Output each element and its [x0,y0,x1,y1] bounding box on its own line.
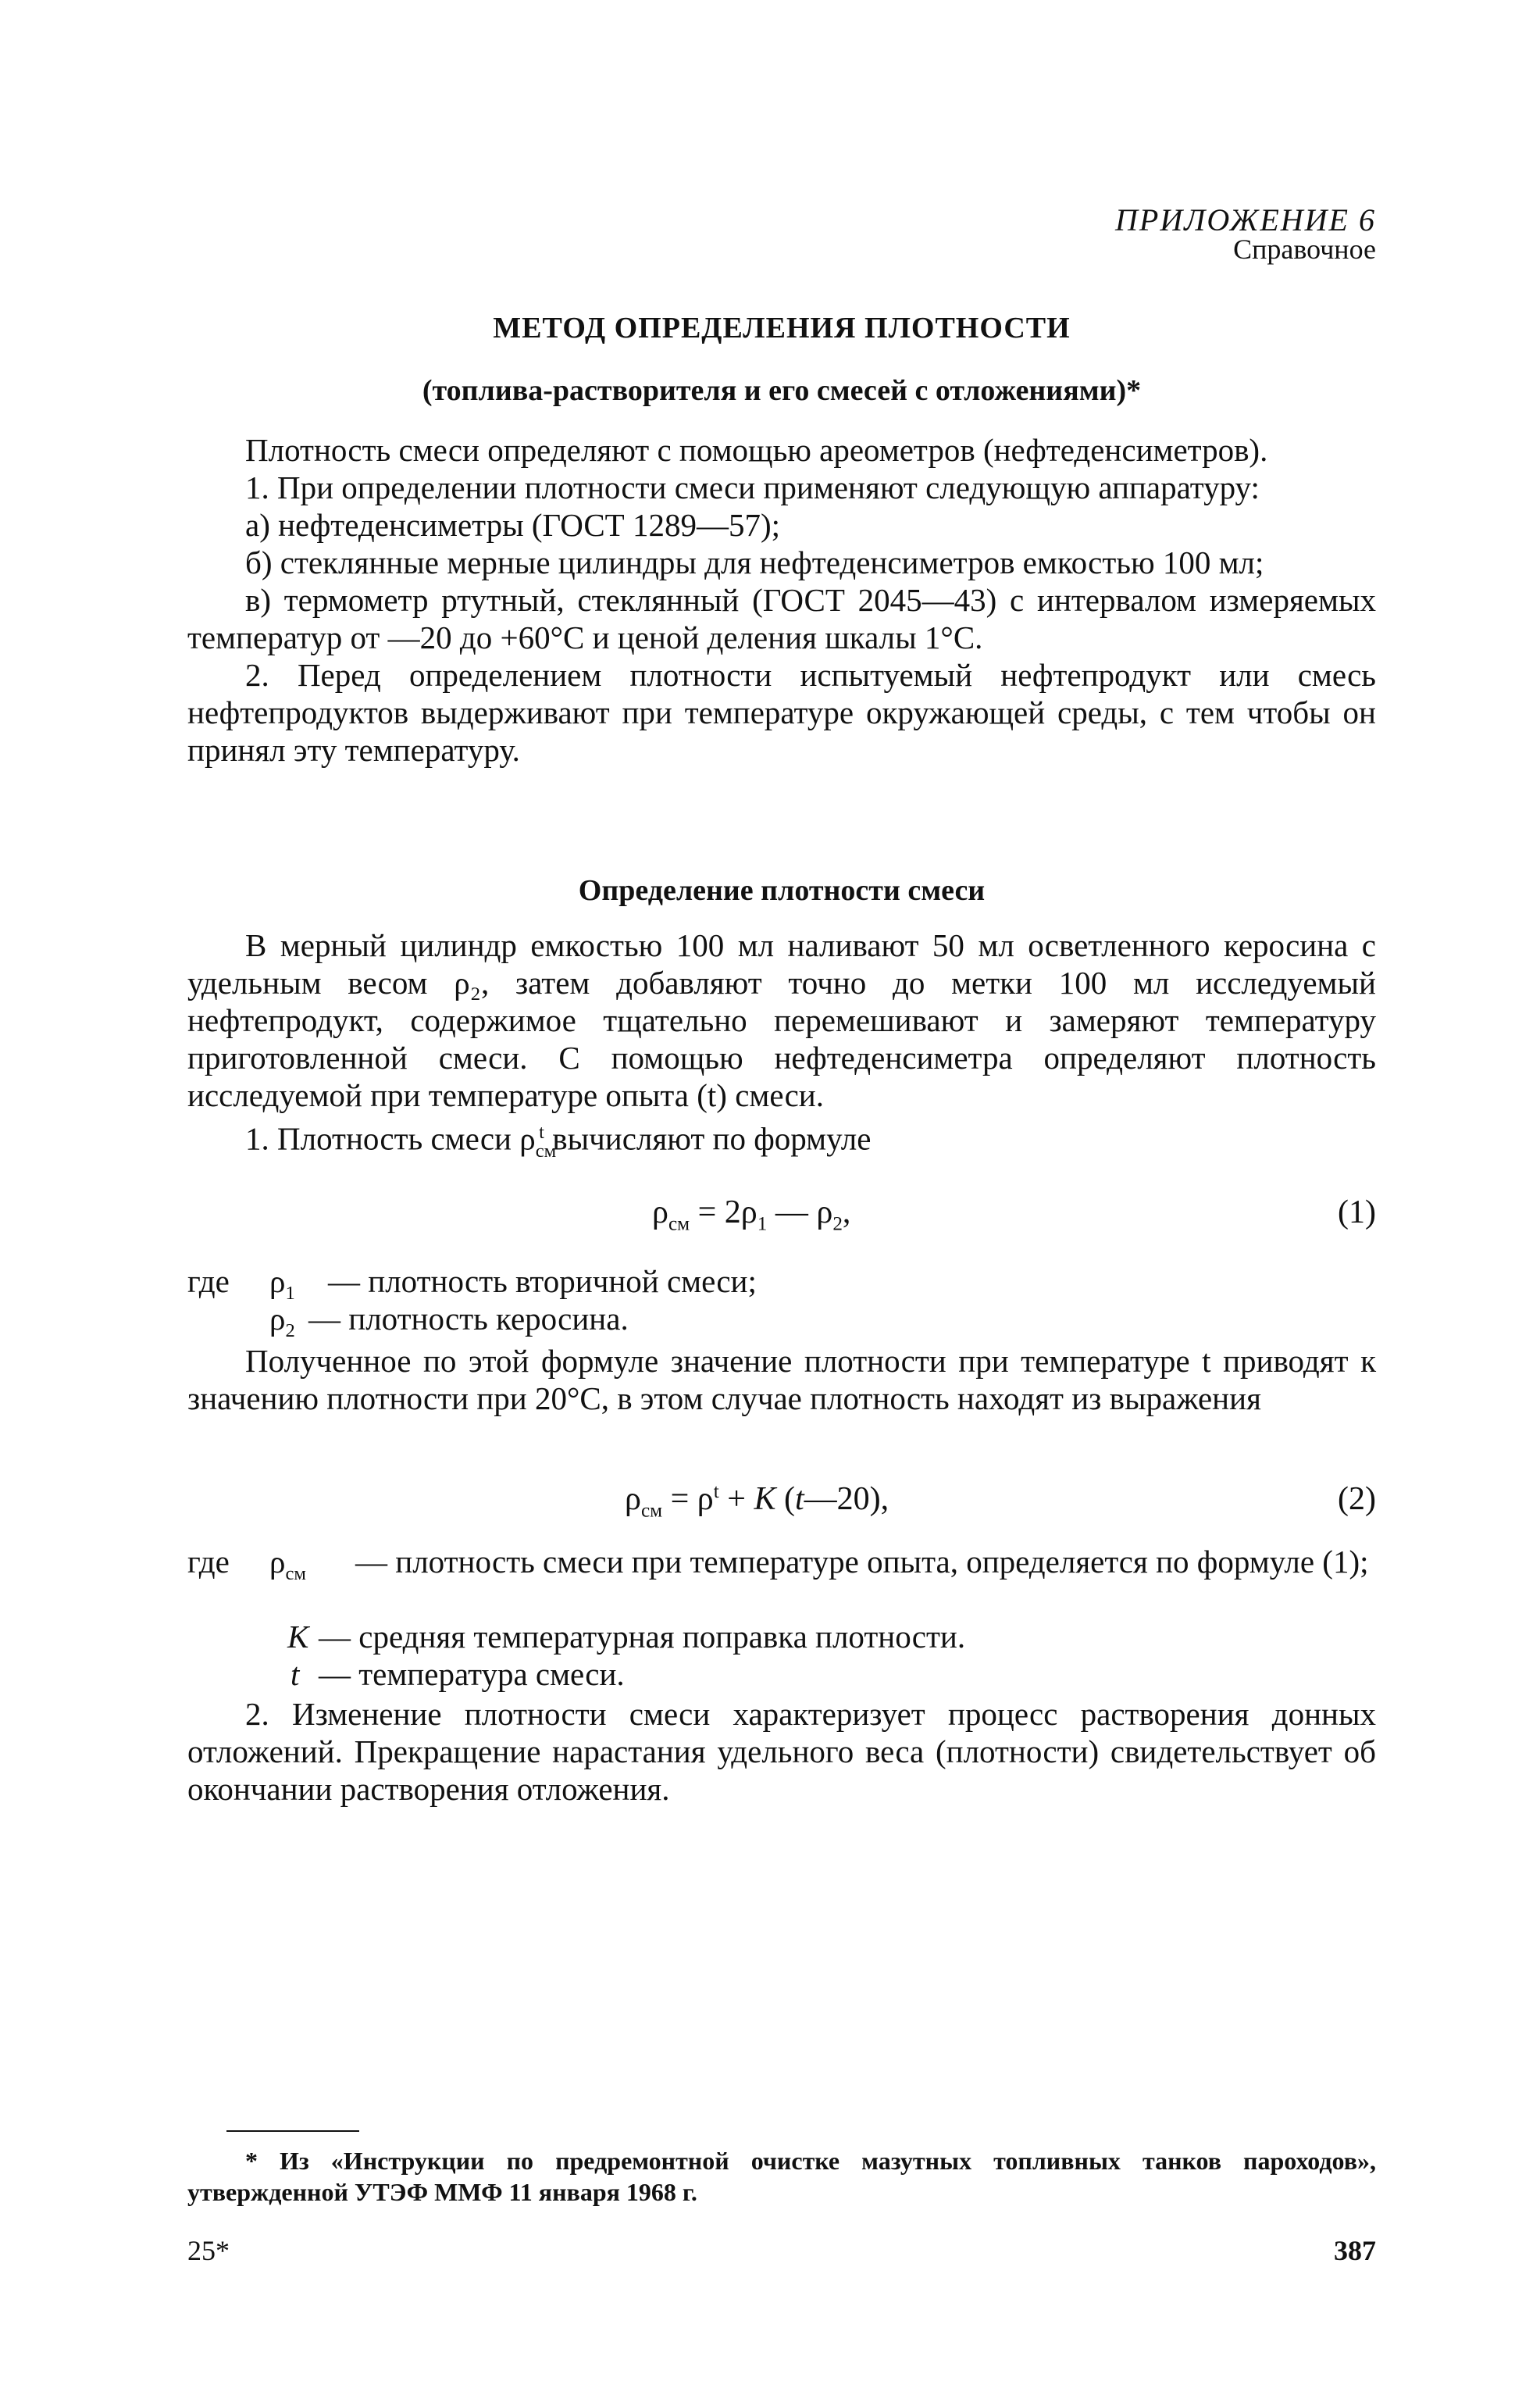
conversion-block [187,1342,1376,1417]
intro-block [187,431,1376,769]
apparatus-paragraph: 1. При определении плотности смеси применяют следующую аппаратуру: [245,469,1260,505]
page-subtitle: (топлива-растворителя и его смесей с отложениями)* [422,374,1142,407]
apparatus-item-c: в) термометр ртутный, стеклянный (ГОСТ 2045—43) с интервалом измеряемых температур от —20 до +60°С и ценой деления шкалы 1°С. [187,582,1376,655]
where-2-desc-c: — температура смеси. [319,1656,625,1692]
where-1-symbol-a: $\rho_1$ [269,1263,295,1305]
apparatus-item-a: а) нефтеденсиметры (ГОСТ 1289—57); [245,507,781,543]
page-title: МЕТОД ОПРЕДЕЛЕНИЯ ПЛОТНОСТИ [493,312,1071,344]
footnote-rule [226,2130,359,2132]
formula-1-number: (1) [1338,1194,1376,1230]
apparatus-item-b: б) стеклянные мерные цилиндры для нефтеденсиметров емкостью 100 мл; [245,544,1264,580]
where-2-symbol-c: t [291,1656,300,1692]
where-1-desc-b: — плотность керосина. [308,1301,629,1337]
item1-paragraph: 1. Плотность смеси $\rho_{см}^t$ вычисляют по формуле [245,1120,872,1162]
formula-1: $\rho_{см} = 2\rho_1$ — $\rho_2$, [652,1194,851,1235]
where-2-symbol-b: K [287,1619,309,1655]
where-2-desc-b: — средняя температурная поправка плотности. [319,1619,966,1655]
where-2-desc-a: — плотность смеси при температуре опыта, определяется по формуле (1); [355,1544,1369,1580]
where-1-label: где [187,1263,230,1299]
reference-label: Справочное [1233,234,1376,265]
formula-2-number: (2) [1338,1481,1376,1517]
item2-paragraph: 2. Изменение плотности смеси характеризует процесс растворения донных отложений. Прекращение нарастания удельного веса (плотности) свидетельствует об окончании растворения отложения. [187,1696,1376,1807]
footnote: * Из «Инструкции по предремонтной очистке мазутных топливных танков пароходов», утвержденной УТЭФ ММФ 11 января 1968 г. [187,2147,1376,2206]
where-2-symbol-a: $\rho_{см}$ [269,1544,306,1585]
formula-2: $\rho_{см} = \rho^t + K$ (t—20), [625,1481,889,1522]
where-2-label: где [187,1544,230,1580]
item2-block [187,1695,1376,1808]
procedure-paragraph: В мерный цилиндр емкостью 100 мл наливают 50 мл осветленного керосина с удельным весом ρ₂, затем добавляют точно до метки 100 мл исследуемый нефтепродукт, содержимое тщательно перемешивают и замеряют температуру приготовленной смеси. С помощью нефтеденсиметра определяют плотность исследуемой при температуре опыта (t) смеси. [187,927,1376,1113]
where-1-desc-a: — плотность вторичной смеси; [328,1263,757,1299]
conversion-paragraph: Полученное по этой формуле значение плотности при температуре t приводят к значению плотности при 20°С, в этом случае плотность находят из выражения [187,1343,1376,1416]
where-1-symbol-b: $\rho_2$ [269,1301,295,1342]
preparation-paragraph: 2. Перед определением плотности испытуемый нефтепродукт или смесь нефтепродуктов выдерживают при температуре окружающей среды, с тем чтобы он принял эту температуру. [187,657,1376,768]
intro-paragraph: Плотность смеси определяют с помощью ареометров (нефтеденсиметров). [245,432,1268,468]
appendix-label: ПРИЛОЖЕНИЕ 6 [1115,202,1376,237]
page-number: 387 [1334,2235,1376,2266]
signature-mark: 25* [187,2235,230,2266]
section-heading: Определение плотности смеси [578,874,986,907]
section-body [187,926,1376,1170]
